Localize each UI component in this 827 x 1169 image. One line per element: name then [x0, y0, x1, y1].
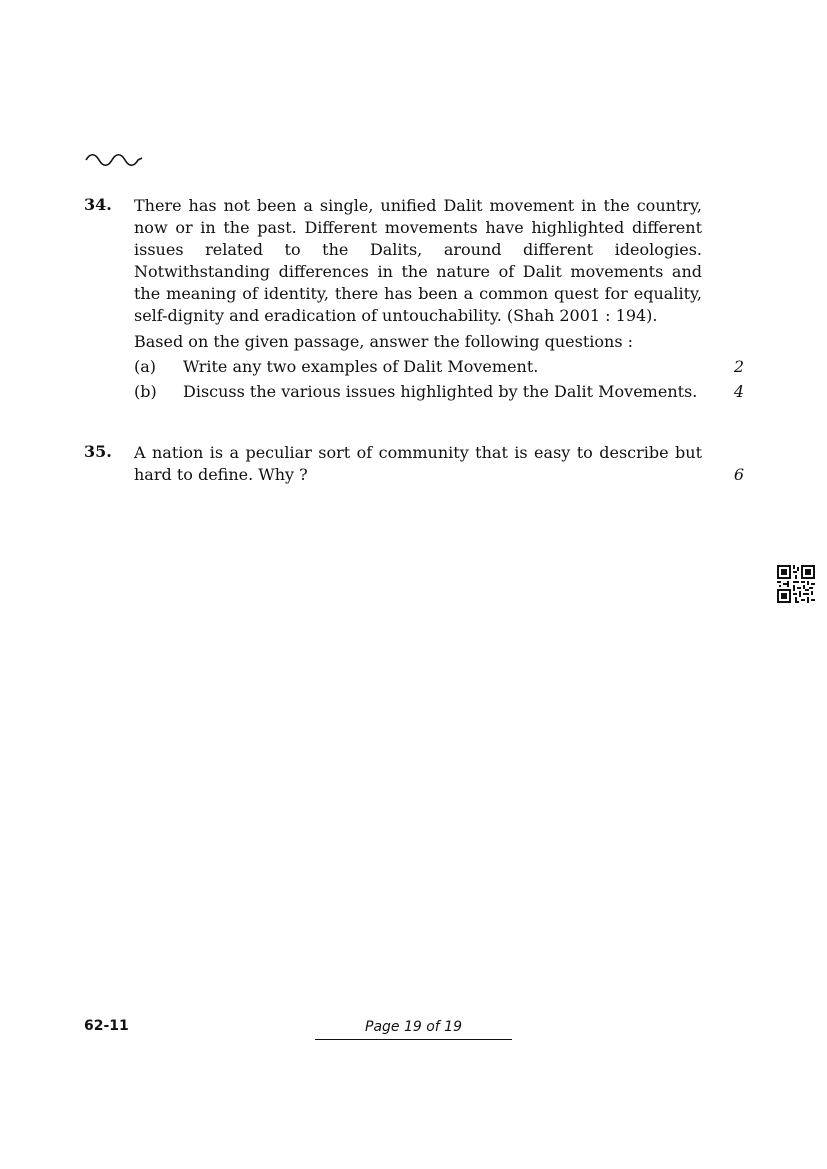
tilde-ornament: [84, 148, 144, 170]
question-passage: There has not been a single, unified Dalit movement in the country, now or in the past. Different movements have highlighted different issues related to the Dalits, around different ideologies. Notwithstanding differences in the nature of Dalit movements and the meaning of identity, there has been a common quest for equality, self-dignity and eradication of untouchability. (Shah 2001 : 194).: [134, 196, 702, 325]
marks: 4: [733, 382, 744, 401]
question-text: A nation is a peculiar sort of community that is easy to describe but hard to define. Why ?: [134, 443, 702, 484]
question-number: 34.: [84, 195, 112, 214]
page-number: Page 19 of 19: [315, 1019, 512, 1040]
question-instruction: Based on the given passage, answer the following questions :: [134, 332, 634, 351]
marks: 6: [733, 465, 744, 484]
qr-code: [777, 565, 815, 603]
marks: 2: [733, 357, 744, 376]
sub-question-text: Write any two examples of Dalit Movement.: [183, 357, 539, 376]
question-number: 35.: [84, 442, 112, 461]
paper-code: 62-11: [84, 1018, 129, 1034]
sub-question-label: (a): [134, 357, 157, 376]
sub-question-text: Discuss the various issues highlighted by the Dalit Movements.: [183, 382, 698, 401]
sub-question-label: (b): [134, 382, 157, 401]
